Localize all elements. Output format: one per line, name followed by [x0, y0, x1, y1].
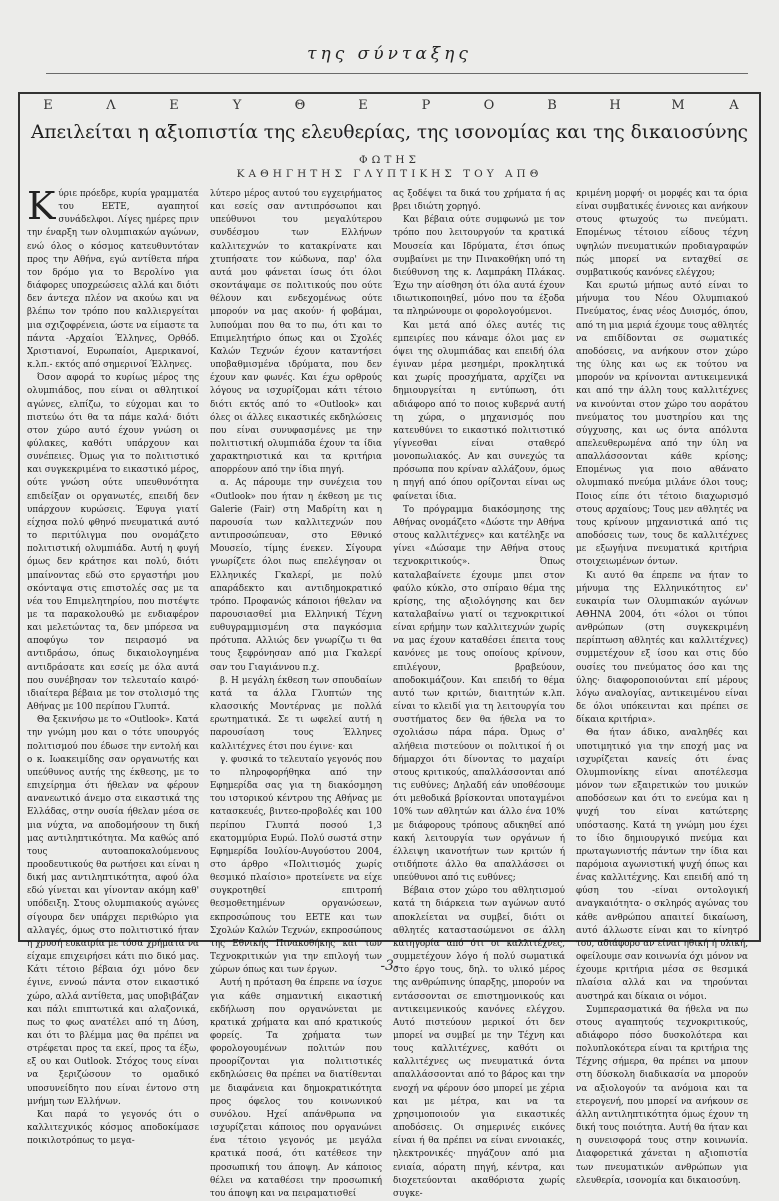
- masthead-letter: Ε: [169, 98, 179, 113]
- paragraph: Και μετά από όλες αυτές τις εμπειρίες που κάναμε όλοι μας εν όψει της ολυμπιάδας και επειδή όλα έγιναν μέρα μεσημέρι, προκλητικά και χωρίς προσχήματα, αρχίζει να δημιουργείται η εντύπωση, ότι αδιάφορο από το ποιος κυβερνά αυτή τη χώρα, ο μηχανισμός που κατευθύνει το εικαστικό πολιτιστικό γίγνεσθαι είναι σταθερό μονοπωλιακός. Αν και συνεχώς τα πρόσωπα που κρίναν αλλάζουν, όμως η πηγή από όπου ορίζονται είναι ως φαίνεται ίδια.: [393, 320, 565, 502]
- page-number: -3-: [380, 958, 399, 974]
- article-column-3: [393, 188, 565, 1199]
- header-rule: [46, 73, 748, 74]
- paragraph: Και παρά το γεγονός ότι ο καλλιτεχνικός κόσμος αποδοκίμασε ποικιλοτρόπως το μεγα-: [27, 1109, 199, 1147]
- section-header: [0, 36, 779, 76]
- paragraph: γ. φυσικά το τελευταίο γεγονός που το πληροφορήθηκα από την Εφημερίδα σας για τη διακόσμηση του ιστορικού κέντρου της Αθήνας με κατασκευές, βιντεο-προβολές και 100 περίπου Γλυπτά ποσού 1,3 εκατομμύρια Ευρώ. Πολύ σωστά στην Εφημερίδα Ιουλίου-Αυγούστου 2004, στο άρθρο «Πολιτισμός χωρίς θεσμικό πλαίσιο» προτείνετε να είχε συγκροτηθεί επιτροπή θεσμοθετημένων οργανώσεων, εκπροσώπους του ΕΕΤΕ και των Σχολών Καλών Τεχνών, εκπροσώπους της Εθνικής Πινακοθήκης και των Τεχνοκριτικών για την επιλογή των χώρων όπως και των έργων.: [210, 754, 382, 976]
- author-role: ΚΑΘΗΓΗΤΗΣ ΓΛΥΠΤΙΚΗΣ ΤΟΥ ΑΠΘ: [236, 168, 543, 180]
- masthead-letter: Ρ: [421, 98, 431, 113]
- masthead-letter: Ο: [483, 98, 495, 113]
- paragraph: κριμένη μορφή· οι μορφές και τα όρια είναι συμβατικές έννοιες και ανήκουν στους φτωχούς τω πνεύματι. Επομένως τέτοιου είδους τέχνη υψηλών πνευματικών προδιαγραφών πώς μπορεί να ενταχθεί σε συμβατικούς κανόνες ελέγχου;: [576, 189, 748, 278]
- article-column-1: [27, 184, 199, 1147]
- masthead-letter: Η: [609, 98, 621, 113]
- section-title: της σύνταξης: [307, 44, 472, 64]
- article-frame: [18, 92, 761, 1199]
- paragraph: Κι αυτό θα έπρεπε να ήταν το μήνυμα της Ελληνικότητος εν' ευκαιρία των Ολυμπιακών αγώνων ΑΘΗΝΑ 2004, ότι «όλοι οι τύποι ανθρώπων (στη συγκεκριμένη περίπτωση αθλητές και καλλιτέχνες) συμμετέχουν εξ ίσου και στις δύο ουσίες του πνεύματος όσο και της ύλης· διαφοροποιούνται επί μέρους λόγω αναλογίας, αντικειμένου είναι δε όλοι υπόκεινται και πρέπει σε δίκαια κριτήρια».: [576, 570, 748, 726]
- masthead-letter: Ε: [43, 98, 53, 113]
- masthead-letter: Λ: [106, 98, 116, 113]
- paragraph: Αυτή η πρόταση θα έπρεπε να ίσχυε για κάθε σημαντική εικαστική εκδήλωση που οργανώνεται με κρατικά χρήματα και από κρατικούς φορείς. Τα χρήματα των φορολογουμένων πολιτών που προορίζονται για πολιτιστικές εκδηλώσεις θα πρέπει να διατίθενται με διαφάνεια και δημοκρατικότητα προς όφελος του κοινωνικού συνόλου. Ηχεί απάνθρωπα να ισχυρίζεται κάποιος που οργανώνει ένα τέτοιο γεγονός με μεγάλα κρατικά ποσά, ότι κατέθεσε την προσωπική του άποψη. Αν κάποιος θέλει να καταθέσει την προσωπική του άποψη και να πειραματισθεί: [210, 978, 382, 1199]
- paragraph: β. Η μεγάλη έκθεση των σπουδαίων κατά τα άλλα Γλυπτών της κλασσικής Μοντέρνας με πολλά ερωτηματικά. Σε τι ωφελεί αυτή η παρουσίαση τους Έλληνες καλλιτέχνες έτσι που έγινε· και: [210, 675, 382, 752]
- paragraph: α. Ας πάρουμε την συνέχεια του «Outlook» που ήταν η έκθεση με τις Galerie (Fair) στη Μαδρίτη και η παρουσία των καλλιτεχνών που αντιπροσώπευαν, στο Εθνικό Μουσείο, τίμης ένεκεν. Σίγουρα γνωρίζετε όλοι πως επελέγησαν οι Ελληνικές Γκαλερί, με πολύ απαράδεκτο και αντιδημοκρατικό τρόπο. Προφανώς κάποιοι ήθελαν να παρουσιασθεί μια Ελληνική Τέχνη ευθυγραμμισμένη στα παγκόσμια πρότυπα. Αλλιώς δεν γνωρίζω τι θα τους ξεφρόνησαν από μια Γκαλερί σαν του Γιαγιάννου π.χ.: [210, 478, 382, 673]
- paragraph: λύτερο μέρος αυτού του εγχειρήματος και εσείς σαν αντιπρόσωποι και υπεύθυνοι του μεγαλύτερου συνδέσμου των Ελλήνων καλλιτεχνών το κατακρίνατε και χτυπήσατε τον κώδωνα, παρ' όλα αυτά μου φάνεται ίσως ότι όλοι σκοντάψαμε σε πολιτικούς που ούτε θέλουν και ενδεχομένως ούτε μπορούν να μας ακούν· ή φοβάμαι, λυπούμαι που θα το πω, ότι και το Επιμελητήριο όπως και οι Σχολές Καλών Τεχνών έχουν καταντήσει υποβαθμισμένα ιδρύματα, που δεν έχουν καν φωνές. Και έχω ορθρούς λόγους να ισχυρίζομαι κάτι τέτοιο διότι εκτός από το «Outlook» και όλες οι άλλες εικαστικές εκδηλώσεις που είναι συνυφασμένες με την πολιτιστική ολυμπιάδα έχουν τα ίδια χαρακτηριστικά και τα κριτήρια απορρέουν από την ίδια πηγή.: [210, 189, 382, 476]
- masthead-letter: Θ: [294, 98, 306, 113]
- article-column-2: [210, 188, 382, 1199]
- author-name: ΦΩΤΗΣ: [359, 154, 420, 166]
- masthead-eleftherobima: [20, 98, 759, 118]
- paragraph: Θα ξεκινήσω με το «Outlook». Κατά την γνώμη μου και ο τότε υπουργός πολιτισμού που έδωσε την εντολή και ο κ. Ιωακειμίδης σαν οργανωτής και υπεύθυνος αυτής της έκθεσης, με το επιχείρημα ότι ήθελαν να φέρουν ανανεωτικό άνεμο στα εικαστικά της Ελλάδας, στην ουσία ήθελαν μέσα σε μια νύχτα, να αποδομήσουν τη δική μας αντιληπτικότητα. Μα καθώς από τους αυτοαποκαλούμενους προοδευτικούς θα ρωτήσει και είναι η δική μας αντιληπτικότητα, αφού όλα εδώ γίνεται και γίνονταν ακόμη καθ' υπόδειξη. Στους ολυμπιακούς αγώνες σίγουρα δεν υπάρχει περιθώριο για αλλαγές, όμως στο πολιτιστικό ήταν η χρυσή ευκαιρία με τόσα χρήματα να είχαμε επιχειρήσει κάτι πιο δικό μας. Κάτι τέτοιο βέβαια όχι μόνο δεν έγινε, εννοώ πάντα στον εικαστικό χώρο, αλλά αντίθετα, μας υποβιβάζαν και πάλι επιπτωτικά και αλαζονικά, πως το φως ανατέλει από τη Δύση, και ότι το βλέμμα μας θα πρέπει να στρέφεται προς τα εκεί, προς τα έξω, εξ ου και Outlook. Στόχος τους είναι να ξεριζώσουν το ομαδικό υποσυνείδητο που είναι έντονο στη μνήμη των Ελλήνων.: [27, 715, 199, 1107]
- article-title: Απειλείται η αξιοπιστία της ελευθερίας, της ισονομίας και της δικαιοσύνης: [30, 122, 749, 143]
- drop-cap: Κ: [27, 184, 56, 228]
- masthead-letter: Υ: [232, 98, 242, 113]
- paragraph: ας ξοδέψει τα δικά του χρήματα ή ας βρει ιδιώτη χορηγό.: [393, 189, 565, 213]
- paragraph: Και ερωτώ μήπως αυτό είναι το μήνυμα του Νέου Ολυμπιακού Πνεύματος, ένας νέος Δυισμός, όπου, από τη μια μεριά έχουμε τους αθλητές να επιδίδονται σε σωματικές αποδόσεις, να ανήκουν στον χώρο της ύλης και ως εκ τούτου να μπορούν να κρίνονται αντικειμενικά και από την άλλη τους καλλιτέχνες να κινούνται στον χώρο του αοράτου πνεύματος του μυστηρίου και της σύγχυσης, και ως όντα απόλυτα απελευθερωμένα από την ύλη να απαλλάσσονται κάθε κρίσης; Επομένως για ποιο αθάνατο ολυμπιακό πνεύμα μιλάνε όλοι τους; Ποιος είπε ότι τέτοιο διαχωρισμό στους αρχαίους; Τους μεν αθλητές να τους κρίνουν μηχανιστικά από τις αποδόσεις των, τους δε καλλιτέχνες με εξωγήινα πνευματικά κριτήρια στοιχειωμένων όντων.: [576, 281, 748, 568]
- masthead-letter: Α: [729, 98, 739, 113]
- paragraph: Βέβαια στον χώρο του αθλητισμού κατά τη διάρκεια των αγώνων αυτό αποκλείεται να συμβεί, διότι οι αθλητές καταστασώμενοι σε άλλη κατηγορία από ότι οι καλλιτέχνες, συμμετέχουν λόγο ή πολύ σωματικά στο έργο τους, δηλ. το υλικό μέρος της ανθρώπινης ύπαρξης, μπορούν να εντάσσονται σε επιστημονικούς και αντικειμενικούς κανόνες ελέγχου. Αυτό πιστεύουν μερικοί ότι δεν μπορεί να συμβεί με την Τέχνη και τους καλλιτέχνες, καθότι οι καλλιτέχνες ως πνευματικά όντα απαλλάσσονται από το βάρος και την ενοχή να φέρουν όσο μπορεί με χέρια και με μέτρα, και να τα χρησιμοποιούν για εικαστικές αποδόσεις. Οι σημερινές εικόνες είναι ή θα πρέπει να είναι εννοιακές, ηλεκτρονικές· πηγάζουν από μια ενιαία, αόρατη πηγή, κέντρα, και διοχετεύονται ακαθόριστα χωρίς συγκε-: [393, 886, 565, 1199]
- masthead-letter: Μ: [671, 98, 685, 113]
- masthead-letter: Β: [547, 98, 557, 113]
- paragraph-text: ύριε πρόεδρε, κυρία γραμματέα του ΕΕΤΕ, αγαπητοί συνάδελφοι. Λίγες ημέρες πριν την έναρξη των ολυμπιακών αγώνων, ενώ όλος ο κόσμος κατευθυντόταν προς την Αθήνα, εγώ αντίθετα πήρα τον δρόμο για το Βερολίνο για διάφορες υποχρεώσεις αλλά και διότι δεν άντεχα πλέον να ακούω και να βλέπω τον τρόπο που καλλιεργείται μια σχιζοφρένεια, ώστε να είμαστε τα πάντα -Αρχαίοι Έλληνες, Ορθόδ. Χριστιανοί, Ευρωπαίοι, Αμερικανοί, κ.λπ.- εκτός από σημερινοί Έλληνες.: [27, 189, 199, 371]
- paragraph: Θα ήταν άδικο, αναληθές και υποτιμητικό για την εποχή μας να ισχυρίζεται κανείς ότι ένας Ολυμπιονίκης είναι αποτέλεσμα μόνον των εξαιρετικών του μυικών αποδόσεων και ότι το ενεύμα και η ψυχή του είναι κατώτερης υπόστασης. Κατά τη γνώμη μου έχει το ίδιο δημιουργικό πνεύμα και πρωταγωνιστής πάντων την ίδια και παρόμοια αγωνιστική ψυχή όπως και ένας καλλιτέχνης. Και επειδή από τη φύση του -είναι οντολογική αναγκαιότητα- ο σκληρός αγώνας του κάθε ανθρώπου απαιτεί δικαίωση, αυτό άλλωστε είναι και το κίνητρό του, αδιάφορο αν είναι ηθική ή υλική, οφείλουμε σαν κοινωνία όχι μόνον να έχουμε κριτήρια μέσα σε θεσμικά πλαίσια αλλά και να τηρούνται αυστηρά και δίκαια οι νόμοι.: [576, 728, 748, 1002]
- paragraph: Όσον αφορά το κυρίως μέρος της ολυμπιάδος, που είναι οι αθλητικοί αγώνες, ελπίζω, το εύχομαι και το πιστεύω ότι θα τα πάμε καλά· διότι στον χώρο αυτό έχουν γνώση οι φύλακες, καθότι υπάρχουν και συνέπειες. Όμως για το πολιτιστικό και συγκεκριμένα το εικαστικό μέρος, ούτε γνώση ούτε υπευθυνότητα επιδείξαν οι οργανωτές, επειδή δεν υπάρχουν κυρώσεις. Έφυγα γιατί είχησα πολύ φθηνό πνευματικά αυτό το περιτύλιγμα που ονομάζετο πολιτιστική ολυμπιάδα. Αυτή η φυγή όμως δεν κράτησε και πολύ, διότι μπαίνοντας εδώ στο εργαστήρι μου σκόνταψα στις επιστολές σας με τα νέα του Επιμελητηρίου, που πιστέψτε με τα παρακολουθώ με ενδιαφέρον και μελετώντας τα, δεν μπόρεσα να αποφύγω τον πειρασμό να αντιδράσω, όπως δικαιολογημένα αντιδράσατε και εσείς με όλα αυτά που συνέβησαν τον τελευταίο καιρό· ιδιαίτερα βέβαια με τον στολισμό της Αθήνας με 100 περίπου Γλυπτά.: [27, 373, 199, 713]
- paragraph: Και βέβαια ούτε συμφωνώ με τον τρόπο που λειτουργούν τα κρατικά Μουσεία και Ιδρύματα, έτσι όπως συμβαίνει με την Πινακοθήκη υπό τη διεύθυνση της κ. Λαμπράκη Πλάκας. Έχω την αίσθηση ότι όλα αυτά έχουν ιδιωτικοποιηθεί, μόνο που τα έξοδα τα πληρώνουμε οι φορολογούμενοι.: [393, 215, 565, 318]
- paragraph: [27, 184, 199, 372]
- paragraph: Συμπερασματικά θα ήθελα να πω στους αγαπητούς τεχνοκριτικούς, αδιάφορο πόσο δυσκολότερα και πολυπλοκότερα είναι τα κριτήρια της Τέχνης σήμερα, θα πρέπει να μπουν στη δύσκολη διαδικασία να μπορούν να αξιολογούν τα ανόμοια και τα ετερογενή, που μπορεί να ανήκουν σε άλλη αντιληπτικότητα όμως έχουν τη δική τους ποιότητα. Αυτή θα ήταν και η συνεισφορά τους στην κοινωνία. Διαφορετικά χάνεται η αξιοπιστία των πνευματικών ανθρώπων για ελευθερία, ισονομία και δικαιοσύνη.: [576, 1004, 748, 1186]
- article-column-4: [576, 188, 748, 1186]
- masthead-letter: Ε: [358, 98, 368, 113]
- paragraph: Το πρόγραμμα διακόσμησης της Αθήνας ονομάζετο «Δώστε την Αθήνα στους καλλιτέχνες» και κατέληξε να γίνει «Δώσαμε την Αθήνα στους τεχνοκριτικούς». Όπως καταλαβαίνετε έχουμε μπει στον φαύλο κύκλο, στο σπίραιο θέμα της κρίσης, της αξιολόγησης και δεν καταλαβαίνω γιατί οι τεχνοκριτικοί είναι ερήμην των καλλιτεχνών χωρίς να μας έχουν καταθέσει έπειτα τους κανόνες με τους οποίους κρίνουν, επιλέγουν, βραβεύουν, αποδοκιμάζουν. Και επειδή το θέμα αυτό των κριτών, διαιτητών κ.λπ. είναι το κλειδί για τη λειτουργία του συστήματος δεν θα ήθελα να το σχολιάσω πάρα πάρα. Όμως σ' αλήθεια πιστεύουν οι πολιτικοί ή οι δήμαρχοι ότι δίνοντας το μαχαίρι στους κριτικούς, απαλλάσσονται από τις ευθύνες; Δηλαδή εάν υποθέσουμε ότι μεθοδικά βρίσκονται υποταγμένοι 10% των αθλητών και άλλο ένα 10% με διάφορους τρόπους αδικηθεί από κακή λειτουργία των οργάνων ή έλλειψη ικανοτήτων των κριτών ή οτιδήποτε άλλο θα απαλλάσσει οι υπεύθυνοι από τις ευθύνες;: [393, 504, 565, 884]
